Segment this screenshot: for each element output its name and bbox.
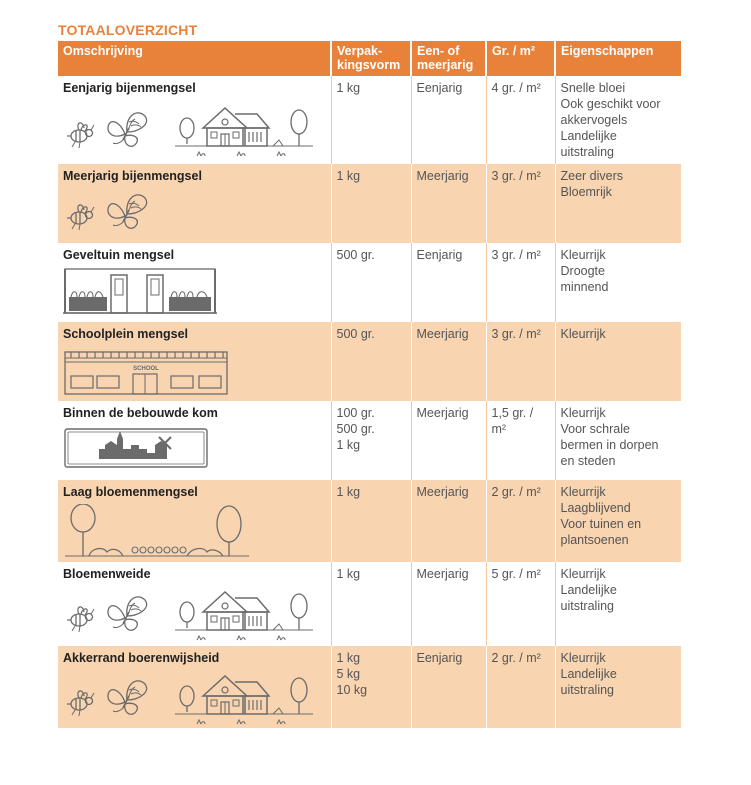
bee-butterfly-farm-icon	[63, 586, 325, 644]
facade-garden-icon	[63, 267, 223, 317]
page-title: TOTAALOVERZICHT	[58, 22, 198, 38]
dosage-cell: 4 gr. / m²	[486, 76, 555, 164]
annual-cell: Meerjarig	[411, 562, 486, 646]
description-cell	[58, 164, 331, 243]
annual-cell: Meerjarig	[411, 164, 486, 243]
bee-butterfly-farm-icon	[63, 670, 325, 726]
packaging-cell: 1 kg	[331, 164, 411, 243]
description-cell	[58, 243, 331, 322]
properties-cell: Kleurrijk Droogte minnend	[555, 243, 681, 322]
dosage-cell: 3 gr. / m²	[486, 243, 555, 322]
dosage-cell: 2 gr. / m²	[486, 480, 555, 562]
dosage-cell: 3 gr. / m²	[486, 164, 555, 243]
properties-cell: Zeer divers Bloemrijk	[555, 164, 681, 243]
packaging-cell: 500 gr.	[331, 243, 411, 322]
table-row	[58, 164, 681, 243]
annual-cell: Eenjarig	[411, 76, 486, 164]
description-cell	[58, 480, 331, 562]
description-cell	[58, 562, 331, 646]
bee-butterfly-farm-icon	[63, 100, 325, 162]
description-cell	[58, 646, 331, 728]
description-cell	[58, 76, 331, 164]
annual-cell: Meerjarig	[411, 401, 486, 480]
packaging-cell: 1 kg	[331, 480, 411, 562]
mix-name: Meerjarig bijenmengsel	[63, 169, 202, 183]
mix-name: Eenjarig bijenmengsel	[63, 81, 196, 95]
header-properties: Eigenschappen	[555, 41, 681, 76]
table-row	[58, 322, 681, 401]
town-sign-icon	[63, 427, 213, 475]
table-row	[58, 480, 681, 562]
header-dosage: Gr. / m²	[486, 41, 555, 76]
dosage-cell: 1,5 gr. / m²	[486, 401, 555, 480]
description-cell	[58, 322, 331, 401]
packaging-cell: 1 kg 5 kg 10 kg	[331, 646, 411, 728]
low-flowers-trees-icon	[63, 504, 253, 560]
mix-name: Laag bloemenmengsel	[63, 485, 198, 499]
properties-cell: Snelle bloei Ook geschikt voor akkervogels Landelijke uitstraling	[555, 76, 681, 164]
table-row	[58, 76, 681, 164]
packaging-cell: 500 gr.	[331, 322, 411, 401]
annual-cell: Eenjarig	[411, 243, 486, 322]
description-cell	[58, 401, 331, 480]
header-description: Omschrijving	[58, 41, 331, 76]
header-annual: Een- of meerjarig	[411, 41, 486, 76]
properties-cell: Kleurrijk Voor schrale bermen in dorpen en steden	[555, 401, 681, 480]
school-building-icon	[63, 346, 233, 398]
table-row	[58, 243, 681, 322]
mix-name: Binnen de bebouwde kom	[63, 406, 218, 420]
packaging-cell: 100 gr. 500 gr. 1 kg	[331, 401, 411, 480]
table-header	[58, 41, 681, 76]
bee-butterfly-icon	[63, 188, 183, 240]
overview-table	[58, 41, 681, 728]
header-packaging: Verpak- kingsvorm	[331, 41, 411, 76]
dosage-cell: 2 gr. / m²	[486, 646, 555, 728]
annual-cell: Meerjarig	[411, 480, 486, 562]
packaging-cell: 1 kg	[331, 76, 411, 164]
dosage-cell: 3 gr. / m²	[486, 322, 555, 401]
properties-cell: Kleurrijk Laagblijvend Voor tuinen en plantsoenen	[555, 480, 681, 562]
table-row	[58, 401, 681, 480]
table-row	[58, 562, 681, 646]
properties-cell: Kleurrijk Landelijke uitstraling	[555, 646, 681, 728]
annual-cell: Meerjarig	[411, 322, 486, 401]
packaging-cell: 1 kg	[331, 562, 411, 646]
dosage-cell: 5 gr. / m²	[486, 562, 555, 646]
mix-name: Schoolplein mengsel	[63, 327, 189, 341]
mix-name: Bloemenweide	[63, 567, 151, 581]
properties-cell: Kleurrijk Landelijke uitstraling	[555, 562, 681, 646]
school-sign-text: SCHOOL	[133, 366, 159, 372]
properties-cell: Kleurrijk	[555, 322, 681, 401]
annual-cell: Eenjarig	[411, 646, 486, 728]
mix-name: Akkerrand boerenwijsheid	[63, 651, 220, 665]
mix-name: Geveltuin mengsel	[63, 248, 175, 262]
table-row	[58, 646, 681, 728]
